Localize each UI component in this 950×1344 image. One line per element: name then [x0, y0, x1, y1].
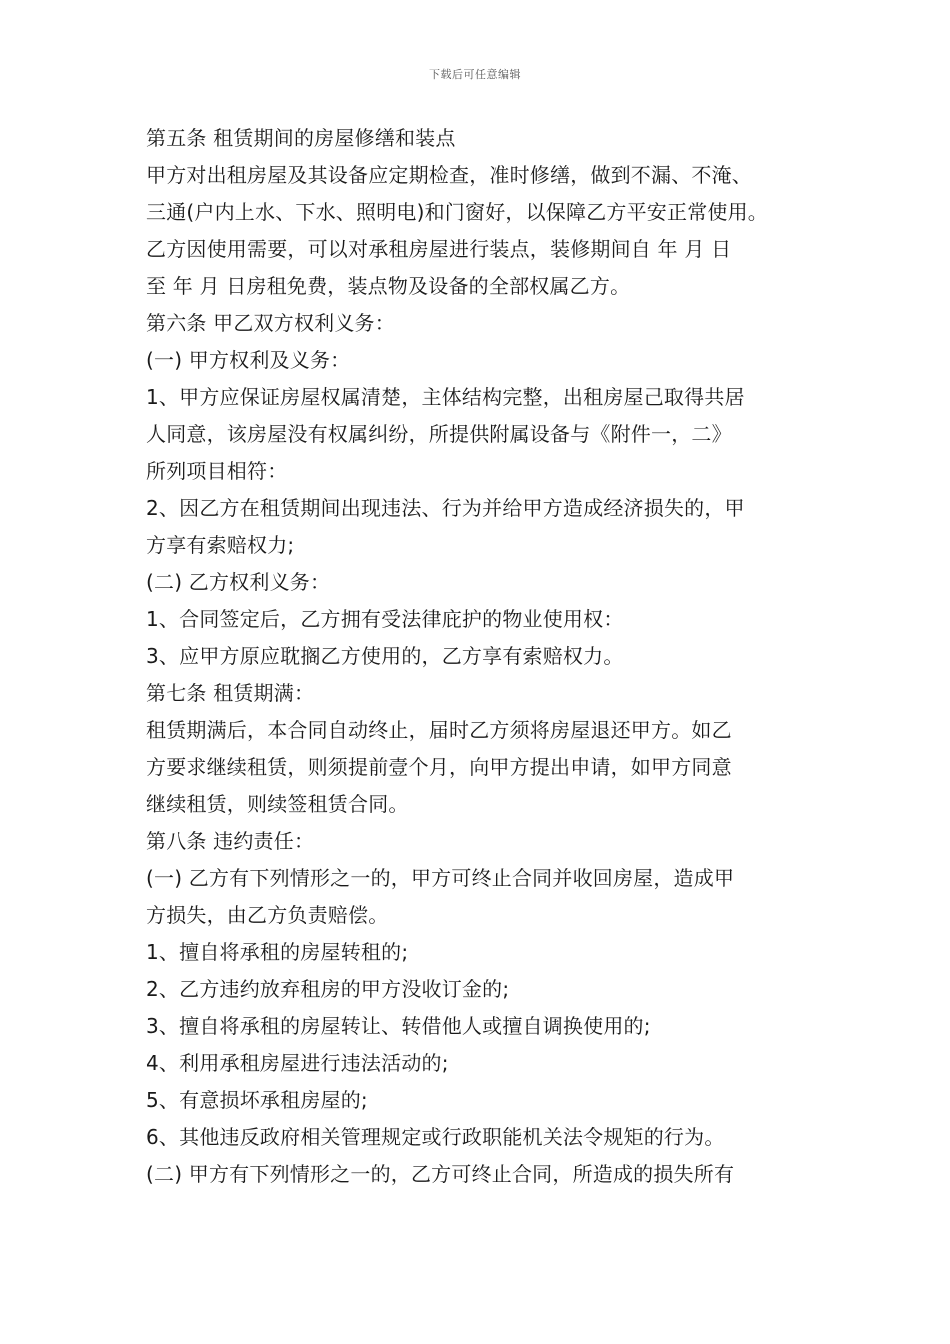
text-line: 第八条 违约责任：: [146, 829, 315, 853]
text-line: 甲方对出租房屋及其设备应定期检查，准时修缮，做到不漏、不淹、: [146, 163, 752, 187]
text-line: 4、利用承租房屋进行违法活动的;: [146, 1051, 449, 1075]
text-line: 6、其他违反政府相关管理规定或行政职能机关法令规矩的行为。: [146, 1125, 725, 1149]
text-line: 第五条 租赁期间的房屋修缮和装点: [146, 126, 456, 150]
text-line: 方损失，由乙方负责赔偿。: [146, 903, 389, 927]
text-line: 2、乙方违约放弃租房的甲方没收订金的;: [146, 977, 510, 1001]
text-line: 第六条 甲乙双方权利义务：: [146, 311, 395, 335]
text-line: 1、合同签定后，乙方拥有受法律庇护的物业使用权：: [146, 607, 624, 631]
text-line: 1、擅自将承租的房屋转租的;: [146, 940, 409, 964]
text-line: 方要求继续租赁，则须提前壹个月，向甲方提出申请，如甲方同意: [146, 755, 732, 779]
text-line: 所列项目相符：: [146, 459, 288, 483]
text-line: 继续租赁，则续签租赁合同。: [146, 792, 409, 816]
text-line: (二) 甲方有下列情形之一的，乙方可终止合同，所造成的损失所有: [146, 1162, 735, 1186]
text-line: 5、有意损坏承租房屋的;: [146, 1088, 368, 1112]
text-line: (一) 乙方有下列情形之一的，甲方可终止合同并收回房屋，造成甲: [146, 866, 735, 890]
text-line: 第七条 租赁期满：: [146, 681, 315, 705]
text-line: 三通(户内上水、下水、照明电)和门窗好，以保障乙方平安正常使用。: [146, 200, 769, 224]
text-line: 方享有索赔权力;: [146, 533, 295, 557]
text-line: 租赁期满后，本合同自动终止，届时乙方须将房屋退还甲方。如乙: [146, 718, 732, 742]
document-body: [146, 120, 826, 1193]
text-line: (一) 甲方权利及义务：: [146, 348, 351, 372]
text-line: (二) 乙方权利义务：: [146, 570, 331, 594]
text-line: 3、应甲方原应耽搁乙方使用的，乙方享有索赔权力。: [146, 644, 624, 668]
text-line: 人同意，该房屋没有权属纠纷，所提供附属设备与《附件一，二》: [146, 422, 732, 446]
text-line: 3、擅自将承租的房屋转让、转借他人或擅自调换使用的;: [146, 1014, 651, 1038]
text-line: 2、因乙方在租赁期间出现违法、行为并给甲方造成经济损失的，甲: [146, 496, 745, 520]
text-line: 1、甲方应保证房屋权属清楚，主体结构完整，出租房屋己取得共居: [146, 385, 745, 409]
page-header: 下载后可任意编辑: [429, 68, 521, 81]
text-line: 至 年 月 日房租免费，装点物及设备的全部权属乙方。: [146, 274, 631, 298]
text-line: 乙方因使用需要，可以对承租房屋进行装点，装修期间自 年 月 日: [146, 237, 732, 261]
